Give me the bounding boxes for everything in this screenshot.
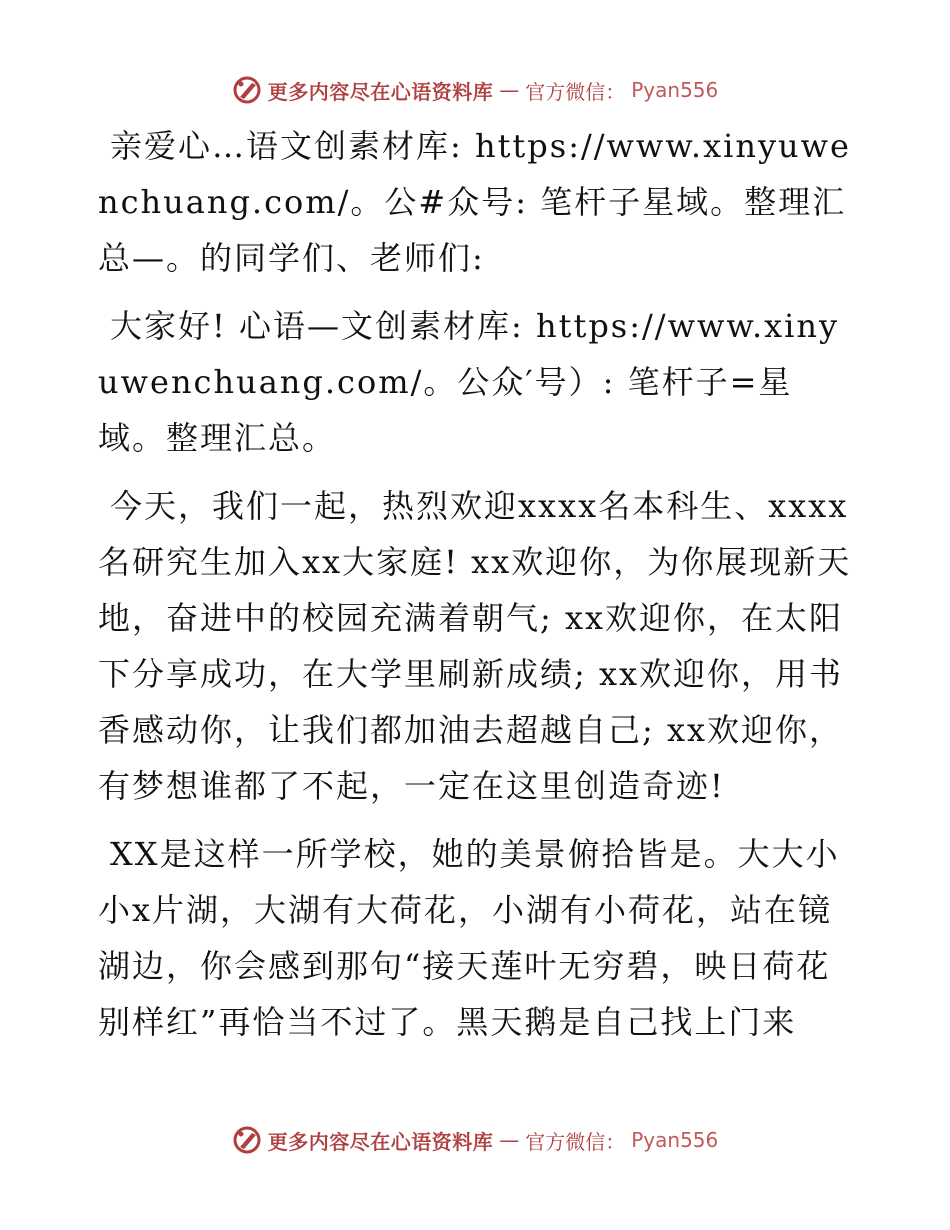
logo-icon [232,1125,262,1155]
footer-wechat-label: 官方微信： [525,1129,626,1154]
logo-icon [232,75,262,105]
header-wechat-id: Pyan556 [631,78,719,102]
footer-dash: — [499,1128,520,1152]
paragraph-4: XX是这样一所学校，她的美景俯拾皆是。大大小小x片湖，大湖有大荷花，小湖有小荷花，站在镜湖边，你会感到那句“接天莲叶无穷碧，映日荷花别样红”再恰当不过了。黑天鹅是自己找上门来 [98,835,840,1041]
header-text: 更多内容尽在心语资料库 [267,79,494,104]
document-body [98,118,860,1062]
paragraph-2: 大家好! 心语—文创素材库: https://www.xinyuwenchuang.com/。公众′号）: 笔杆子=星域。整理汇总。 [98,307,840,457]
page-header-banner [0,74,950,106]
paragraph-3: 今天，我们一起，热烈欢迎xxxx名本科生、xxxx名研究生加入xx大家庭! xx欢迎你，为你展现新天地，奋进中的校园充满着朝气; xx欢迎你，在太阳下分享成功，在大学里刷新成绩; xx欢迎你，用书香感动你，让我们都加油去超越自己; xx欢迎你，有梦想谁都了不起，一定在这里创造奇迹! [98,487,852,805]
paragraph-1: 亲爱心…语文创素材库: https://www.xinyuwenchuang.com/。公#众号: 笔杆子星域。整理汇总—。的同学们、老师们: [98,127,851,277]
header-dash: — [499,78,520,102]
footer-wechat-id: Pyan556 [631,1128,719,1152]
header-wechat-label: 官方微信： [525,79,626,104]
page-footer-banner [0,1124,950,1156]
footer-text: 更多内容尽在心语资料库 [267,1129,494,1154]
